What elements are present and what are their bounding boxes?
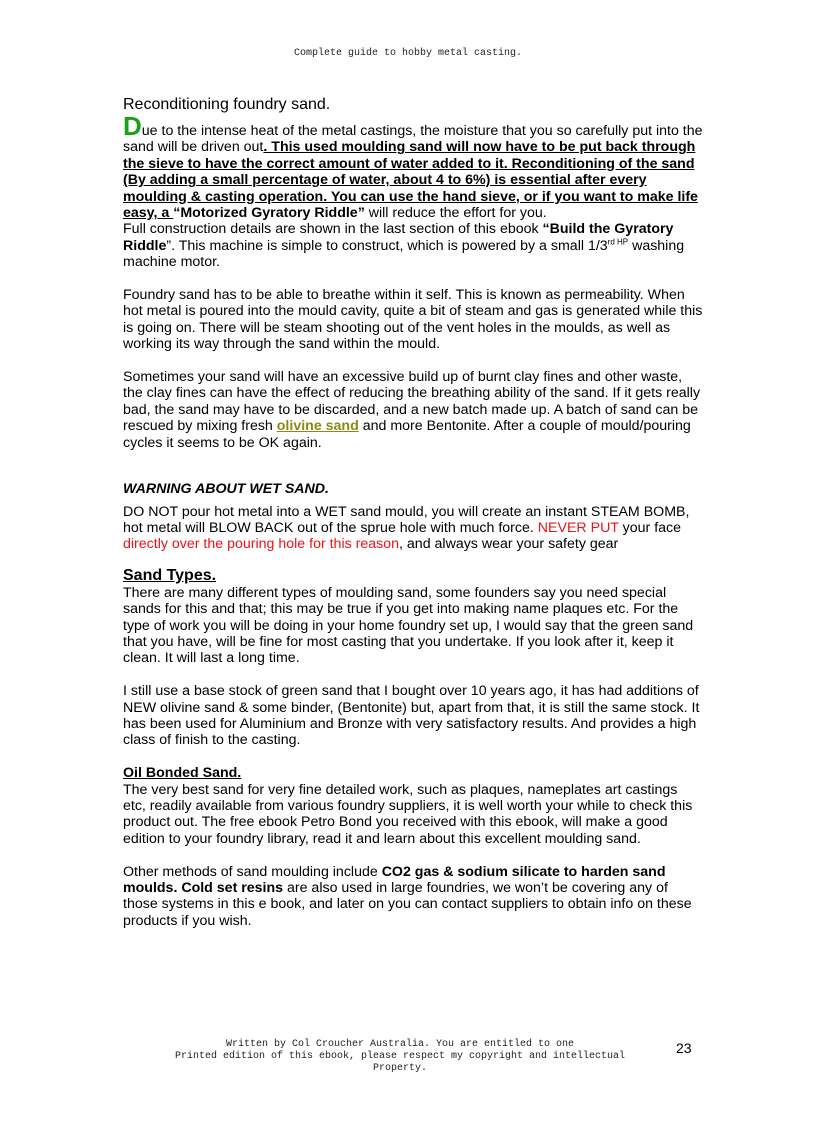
paragraph-reconditioning (123, 111, 703, 222)
paragraph-permeability: Foundry sand has to be able to breathe within it self. This is known as permeability. When hot metal is poured into the mould cavity, quite a bit of steam and gas is generated while this is going on. There will be steam shooting out of the vent holes in the moulds, as well as working its way through the sand within the mould. (123, 287, 703, 353)
page-content (123, 95, 703, 929)
text-run: Full construction details are shown in the last section of this ebook (123, 221, 543, 238)
paragraph-warning (123, 504, 703, 553)
text-run: will reduce the effort for you. (364, 205, 547, 222)
footer-line: Property. (372, 1063, 427, 1074)
olivine-sand-link[interactable]: olivine sand (276, 418, 359, 435)
footer-line: Printed edition of this ebook, please respect my copyright and intellectual (174, 1051, 626, 1062)
text-run: are also used in large foundries, we won’t be covering any of those systems in this e book, and later on you can contact suppliers to obtain info on these products if you wish. (123, 879, 692, 929)
paragraph-gyratory-riddle (123, 221, 703, 270)
footer-line: Written by Col Croucher Australia. You are entitled to one (225, 1039, 575, 1050)
text-run: and more Bentonite. After a couple of mould/pouring cycles it seems to be OK again. (123, 418, 691, 451)
text-run: your face (618, 519, 682, 536)
text-run-bold: CO2 gas & sodium silicate to harden sand moulds. Cold set resins (123, 863, 666, 896)
paragraph-clay-fines (123, 369, 703, 451)
paragraph-other-methods (123, 864, 703, 930)
warning-title: WARNING ABOUT WET SAND. (123, 481, 329, 498)
page-header: Complete guide to hobby metal casting. (293, 48, 523, 59)
text-run: ue to the intense heat of the metal castings, the moisture that you so carefully put into the sand will be driven out (123, 123, 703, 156)
section-title-reconditioning: Reconditioning foundry sand. (123, 96, 331, 113)
text-run: ”. This machine is simple to construct, which is powered by a small 1/3 (166, 237, 608, 254)
paragraph-green-sand: I still use a base stock of green sand that I bought over 10 years ago, it has had additions of NEW olivine sand & some binder, (Bentonite) but, apart from that, it is still the same stock. It has been used for Aluminium and Bronze with very satisfactory results. And provides a high class of finish to the casting. (123, 683, 700, 749)
page-footer (140, 1039, 660, 1075)
text-run: Other methods of sand moulding include (123, 863, 382, 880)
text-run: . This used moulding sand will now have to be put back through the sieve to have the correct amount of water added to it. Reconditioning of the sand (By adding a small percentage of water, about 4 to 6%) is essential after every moulding & casting operation. You can use the hand sieve, or if you want to make life easy, a (123, 139, 698, 222)
paragraph-oil-bonded: The very best sand for very fine detailed work, such as plaques, nameplates art castings etc, readily available from various foundry suppliers, it is well worth your while to check this product out. The free ebook Petro Bond you received with this ebook, will make a good edition to your foundry library, read it and learn about this excellent moulding sand. (123, 781, 693, 847)
text-run-bold: “Motorized Gyratory Riddle” (173, 205, 365, 222)
text-run-bold: “Build the Gyratory Riddle (123, 221, 674, 254)
text-run-red: directly over the pouring hole for this reason (123, 536, 400, 553)
section-title-oil-bonded: Oil Bonded Sand. (123, 765, 242, 782)
text-run-red: NEVER PUT (537, 519, 619, 536)
text-run: , and always wear your safety gear (399, 536, 619, 553)
text-run: Sometimes your sand will have an excessive build up of burnt clay fines and other waste, the clay fines can have the effect of reducing the breathing ability of the sand. If it gets really bad, the sand may have to be discarded, and a new batch made up. A batch of sand can be rescued by mixing fresh (123, 369, 701, 435)
paragraph-sand-types: There are many different types of moulding sand, some founders say you need special sands for this and that; this may be true if you get into making name plaques etc. For the type of work you will be doing in your home foundry set up, I would say that the green sand that you have, will be fine for most casting that you undertake. If you look after it, keep it clean. It will last a long time. (123, 584, 694, 667)
drop-cap: D (123, 111, 142, 141)
superscript: rd HP (607, 237, 629, 247)
text-run: washing machine motor. (123, 237, 685, 271)
section-title-sand-types: Sand Types. (123, 566, 217, 584)
text-run: DO NOT pour hot metal into a WET sand mould, you will create an instant STEAM BOMB, hot metal will BLOW BACK out of the sprue hole with much force. (123, 503, 690, 536)
page-number: 23 (676, 1040, 692, 1056)
